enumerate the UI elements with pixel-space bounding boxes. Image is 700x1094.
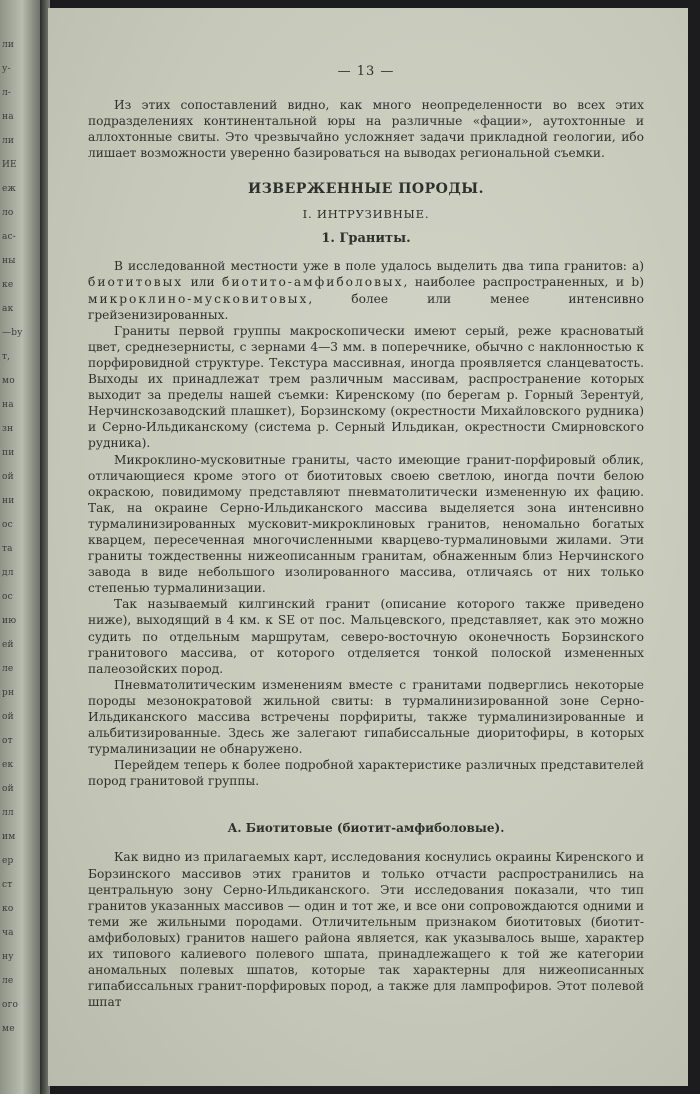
paragraph-first-group: Граниты первой группы макроскопически имеют серый, реже красноватый цвет, среднезернисты, с зернами 4—3 мм. в поперечнике, обычно с наклонностью к порфировидной структуре. Текстура массивная, иногда проявляется сланцеватость. Выходы их принадлежат трем различным массивам, распространение которых выходит за пределы нашей съемки: Киренскому (по берегам р. Горный Зерентуй, Нерчинскозаводский плашкет), Борзинскому (окрестности Михайловского рудника) и Серно-Ильдиканскому (система р. Серный Ильдикан, окрестности Смирновского рудника). [88, 323, 644, 451]
adjacent-page-text-fragment: ей [2, 640, 14, 650]
adjacent-page-text-fragment: ИЕ [2, 160, 17, 170]
adjacent-page-text-fragment: ме [2, 1024, 15, 1034]
paragraph-pneumatolytic: Пневматолитическим изменениям вместе с гранитами подверглись некоторые породы мезонократовой жильной свиты: в турмалинизированной зоне Серно-Ильдиканского массива встречены порфириты, также турмалинизированные и альбитизированные. Здесь же залегают гипабиссальные диоритофиры, в которых турмалинизации не обнаружено. [88, 677, 644, 757]
paragraph-transition: Перейдем теперь к более подробной характеристике различных представителей пород гранитовой группы. [88, 758, 644, 789]
adjacent-page-text-fragment: —bу [2, 328, 23, 338]
adjacent-page-text-fragment: ос [2, 520, 13, 530]
adjacent-page-text-fragment: ли [2, 136, 15, 146]
granite-types-text-mid: , наиболее распространенных, и b) [403, 275, 644, 290]
section-heading-igneous-rocks: ИЗВЕРЖЕННЫЕ ПОРОДЫ. [247, 181, 484, 198]
adjacent-page-text-fragment: пи [2, 448, 15, 458]
paragraph-intro: Из этих сопоставлений видно, как много неопределенности во всех этих подразделениях континентальной юры на различные «фации», аутохтонные и аллохтонные свиты. Это чрезвычайно усложняет задачи прикладной геологии, ибо лишает возможности уверенно базироваться на выводах региональной съемки. [88, 98, 644, 161]
adjacent-page-text-fragment: ос [2, 592, 13, 602]
adjacent-page-text-fragment: еж [2, 184, 17, 194]
adjacent-page-text-fragment: мо [2, 376, 15, 386]
adjacent-page-text-fragment: ли [2, 40, 15, 50]
adjacent-page-text-fragment: ло [2, 208, 14, 218]
adjacent-page-text-fragment: на [2, 112, 14, 122]
granite-types-text-start: В исследованной местности уже в поле удалось выделить два типа гранитов: a) [114, 259, 644, 274]
adjacent-page-text-fragment: ну [2, 952, 14, 962]
adjacent-page-text-fragment: зн [2, 424, 14, 434]
adjacent-page-text-fragment: ас- [2, 232, 17, 242]
adjacent-page-text-fragment: та [2, 544, 13, 554]
adjacent-page-text-fragment: ле [2, 664, 14, 674]
subsection-heading-intrusive: I. ИНТРУЗИВНЫЕ. [302, 207, 430, 222]
paragraph-microcline-muscovite: Микроклино-мусковитные граниты, часто имеющие гранит-порфировый облик, отличающиеся кроме этого от биотитовых своею светлою, иногда почти белою окраскою, повидимому представляют пневматолитически измененную их фацию. Так, на окраине Серно-Ильдиканского массива выделяется зона интенсивно турмалинизированных мусковит-микроклиновых гранитов, неномально богатых кварцем, пересеченная многочисленными кварцево-турмалиновыми жилами. Эти граниты тождественны нижеописанным гранитам, обнаженным близ Нерчинского завода в виде небольшого изолированного массива, отличаясь от них только степенью турмалинизации. [88, 452, 644, 596]
adjacent-page-text-fragment: ер [2, 856, 14, 866]
adjacent-page-text-fragment: ле [2, 976, 14, 986]
paragraph-granite-types [88, 258, 644, 322]
adjacent-page-text-fragment: у- [2, 64, 11, 74]
adjacent-page-text-fragment: ке [2, 280, 14, 290]
adjacent-page-text-fragment: л- [2, 88, 12, 98]
book-page [48, 8, 688, 1086]
adjacent-page-text-fragment: ой [2, 472, 14, 482]
granite-types-text-or: или [183, 275, 223, 290]
adjacent-page-text-fragment: ни [2, 496, 15, 506]
adjacent-page-text-fragment: рн [2, 688, 15, 698]
adjacent-page-text-fragment: ого [2, 1000, 19, 1010]
adjacent-page-text-fragment: ча [2, 928, 14, 938]
adjacent-page-text-fragment: ко [2, 904, 14, 914]
subsection-heading-granites: 1. Граниты. [321, 231, 411, 247]
page-number: — 13 — [337, 64, 395, 79]
emphasis-microcline-muscovite: микроклино-мусковитовых [88, 291, 309, 306]
paragraph-kilga-granite: Так называемый килгинский гранит (описание которого также приведено ниже), выходящий в 4 км. к SE от пос. Мальцевского, представляет, как это можно судить по отдельным маршрутам, северо-восточную оконечность Борзинского гранитового массива, от которого отделяется тонкой полоской измененных палеозойских пород. [88, 597, 644, 676]
adjacent-page-text-fragment: на [2, 400, 14, 410]
adjacent-page-text-fragment: ой [2, 784, 14, 794]
paragraph-biotite-granites: Как видно из прилагаемых карт, исследования коснулись окраины Киренского и Борзинского массивов этих гранитов и только отчасти распространились на центральную зону Серно-Ильдиканского. Эти исследования показали, что тип гранитов указанных массивов — один и тот же, и все они сопровождаются одними и теми же жильными породами. Отличительным признаком биотитовых (биотит-амфиболовых) гранитов нашего района является, как указывалось выше, характер их типового калиевого полевого шпата, принадлежащего к той же категории аномальных полевых шпатов, которые так характерны для нижеописанных гипабиссальных гранит-порфировых пород, а также для лампрофиров. Этот полевой шпат [88, 850, 644, 1010]
adjacent-page-text-fragment: ию [2, 616, 17, 626]
adjacent-page-text-fragment: от [2, 736, 13, 746]
subsection-heading-biotite: А. Биотитовые (биотит-амфиболовые). [227, 821, 505, 836]
adjacent-page-text-fragment: им [2, 832, 16, 842]
adjacent-page-text-fragment: ой [2, 712, 14, 722]
adjacent-page-text-fragment: ак [2, 304, 14, 314]
emphasis-biotite: биотитовых [88, 275, 184, 290]
adjacent-page-text-fragment: ны [2, 256, 16, 266]
adjacent-page-text-fragment: лл [2, 808, 14, 818]
adjacent-page-text-fragment: дл [2, 568, 14, 578]
adjacent-page-text-fragment: ек [2, 760, 14, 770]
adjacent-page-edge [0, 0, 40, 1094]
adjacent-page-text-fragment: т, [2, 352, 11, 362]
emphasis-biotite-amphibole: биотито-амфиболовых [222, 275, 404, 290]
adjacent-page-text-fragment: ст [2, 880, 13, 890]
granite-types-text-end: , более или менее интенсивно грейзенизированных. [88, 291, 644, 322]
